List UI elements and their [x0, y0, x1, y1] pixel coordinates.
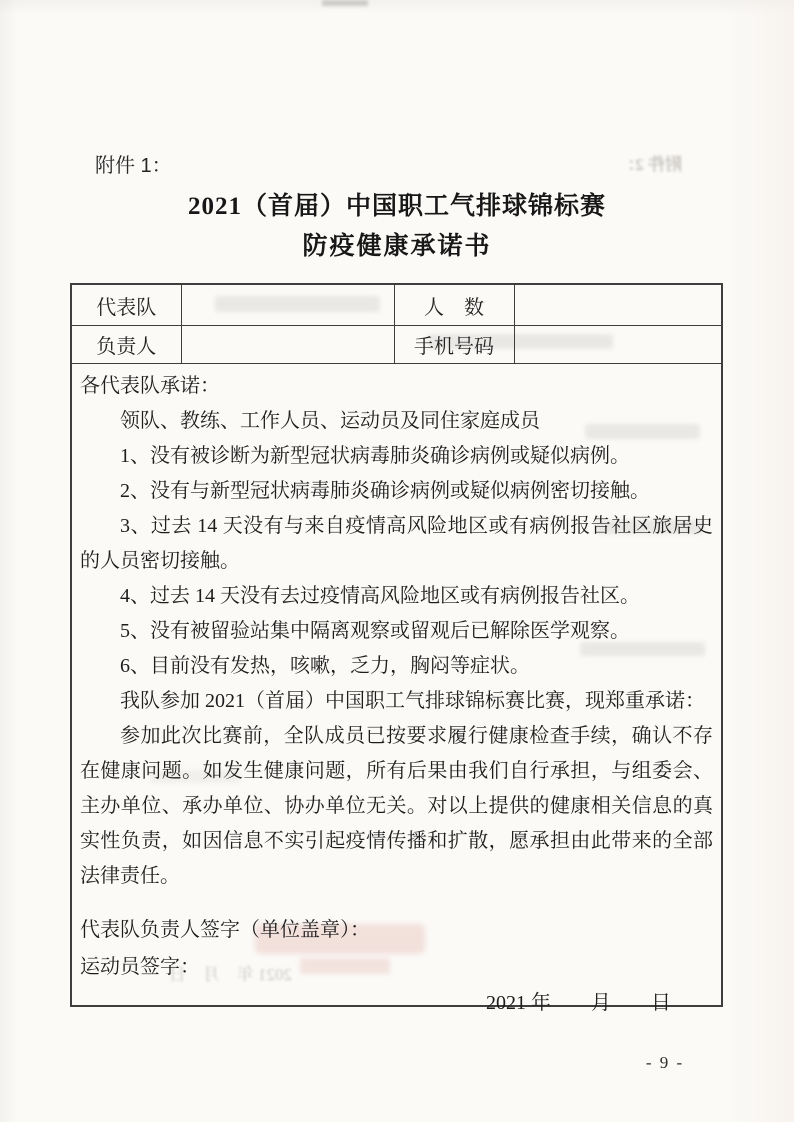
- table-row: [71, 364, 722, 1007]
- commitment-body: [72, 364, 721, 1014]
- leader-signature-line: 代表队负责人签字（单位盖章）：: [80, 919, 370, 941]
- registration-table: [70, 283, 723, 1014]
- commitment-item-6: 6、目前没有发热，咳嗽，乏力，胸闷等症状。: [120, 655, 530, 677]
- page-number: - 9 -: [645, 1053, 685, 1072]
- commitment-item-5: 5、没有被留验站集中隔离观察或留观后已解除医学观察。: [120, 620, 630, 642]
- bleedthrough-attachment2-text: 附件 2：: [618, 155, 682, 174]
- pledge-body: 参加此次比赛前，全队成员已按要求履行健康检查手续，确认不存在健康问题。如发生健康问题，所有后果由我们自行承担，与组委会、主办单位、承办单位、协办单位无关。对以上提供的健康相关信息的真实性负责，如因信息不实引起疫情传播和扩散，愿承担由此带来的全部法律责任。: [80, 725, 713, 887]
- headcount-label: 人 数: [394, 284, 514, 326]
- phone-number-label: 手机号码: [394, 326, 514, 364]
- leader-field: [181, 326, 394, 364]
- commitment-intro: 领队、教练、工作人员、运动员及同住家庭成员: [120, 410, 540, 432]
- document-subtitle: 防疫健康承诺书: [302, 233, 492, 260]
- leader-label: 负责人: [71, 326, 181, 364]
- phone-number-field: [514, 326, 722, 364]
- commitment-item-1: 1、没有被诊断为新型冠状病毒肺炎确诊病例或疑似病例。: [120, 445, 630, 467]
- date-line: 2021 年 月 日: [486, 992, 671, 1014]
- commitment-item-2: 2、没有与新型冠状病毒肺炎确诊病例或疑似病例密切接触。: [120, 480, 650, 502]
- scan-edge-mark: [322, 0, 368, 6]
- commitment-item-3: 3、过去 14 天没有与来自疫情高风险地区或有病例报告社区旅居史的人员密切接触。: [80, 515, 713, 572]
- team-name-label: 代表队: [71, 284, 181, 326]
- commitment-cell: [71, 364, 722, 1014]
- team-name-field: [181, 284, 394, 326]
- headcount-field: [514, 284, 722, 326]
- attachment-label: 附件 1：: [95, 155, 172, 177]
- commitment-item-4: 4、过去 14 天没有去过疫情高风险地区或有病例报告社区。: [120, 585, 640, 607]
- bleedthrough-date-text: 2021 年 月 日: [168, 965, 292, 984]
- signature-block: [80, 912, 713, 986]
- document-title: 2021（首届）中国职工气排球锦标赛: [187, 193, 606, 220]
- table-row: [71, 284, 722, 326]
- table-row: [71, 326, 722, 364]
- athlete-signature-line: 运动员签字：: [80, 956, 200, 978]
- pledge-intro: 我队参加 2021（首届）中国职工气排球锦标赛比赛，现郑重承诺：: [120, 690, 705, 712]
- commitment-heading: 各代表队承诺：: [80, 375, 220, 397]
